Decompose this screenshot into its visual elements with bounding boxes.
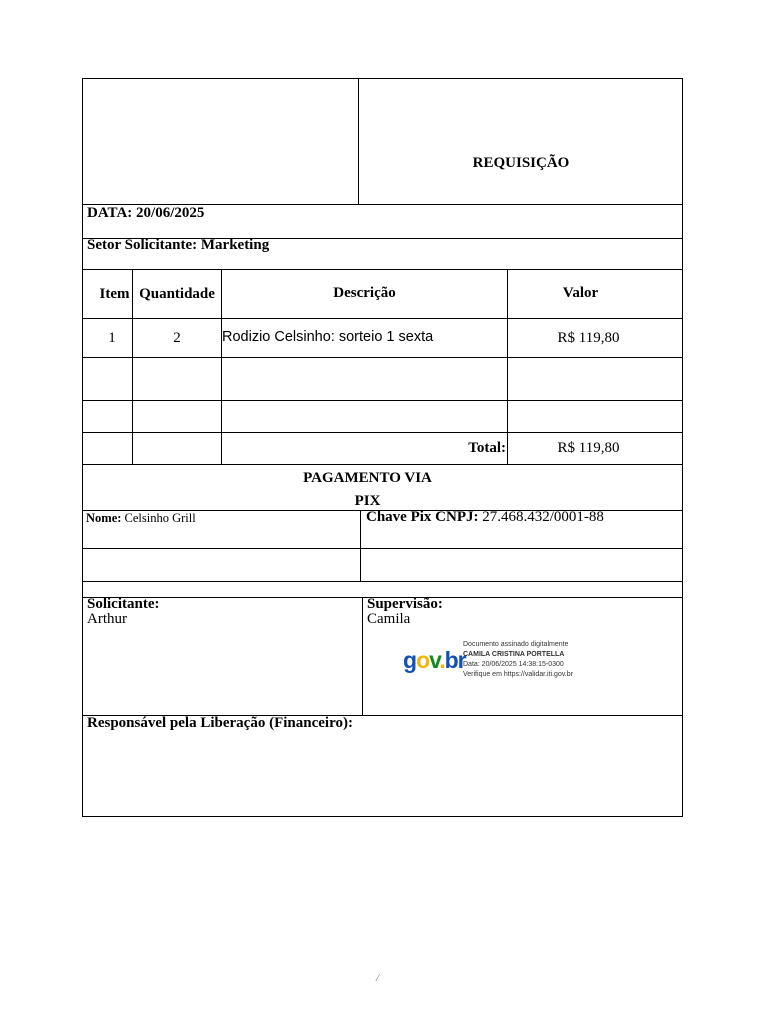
divider — [82, 432, 683, 433]
signature-line: Documento assinado digitalmente — [463, 641, 569, 648]
pix-name-label: Nome: — [86, 511, 122, 525]
divider — [360, 510, 361, 581]
digital-signature-stamp — [403, 638, 603, 686]
table-cell-quantidade: 2 — [173, 330, 181, 346]
divider — [82, 400, 683, 401]
date-label: DATA: — [87, 205, 133, 221]
total-label: Total: — [468, 440, 506, 456]
column-header-item: Item — [99, 286, 130, 302]
column-header-valor: Valor — [562, 285, 599, 301]
pix-key-value: 27.468.432/0001-88 — [482, 509, 604, 525]
signature-verify: Verifique em https://validar.iti.gov.br — [463, 671, 573, 678]
divider — [358, 78, 359, 204]
column-header-descricao: Descrição — [333, 285, 396, 301]
divider — [82, 318, 683, 319]
divider — [82, 548, 683, 549]
sector-line — [87, 237, 269, 254]
release-label: Responsável pela Liberação (Financeiro): — [87, 715, 353, 731]
sector-value: Marketing — [200, 237, 270, 253]
supervisor-name: Camila — [367, 611, 411, 627]
divider — [82, 464, 683, 465]
signature-text — [463, 640, 573, 680]
pix-name-value: Celsinho Grill — [124, 511, 196, 525]
payment-title-line2: PIX — [354, 493, 381, 509]
table-cell-item: 1 — [108, 330, 116, 346]
govbr-logo: gov.br — [403, 647, 466, 673]
date-value: 20/06/2025 — [136, 205, 205, 221]
divider — [362, 597, 363, 715]
pix-key-line — [366, 509, 604, 526]
pix-key-label: Chave Pix CNPJ: — [366, 509, 479, 525]
signature-signer: CAMILA CRISTINA PORTELLA — [463, 651, 565, 658]
divider — [82, 269, 683, 270]
supervisor-label: Supervisão: — [367, 596, 443, 612]
pix-name-line — [86, 511, 196, 526]
column-header-quantidade: Quantidade — [139, 286, 215, 302]
table-cell-descricao: Rodizio Celsinho: sorteio 1 sexta — [222, 329, 434, 345]
payment-title-line1: PAGAMENTO VIA — [303, 470, 432, 486]
page-mark: / — [376, 972, 380, 984]
total-value: R$ 119,80 — [557, 440, 620, 456]
page-title: REQUISIÇÃO — [472, 155, 570, 171]
divider — [82, 357, 683, 358]
requester-name: Arthur — [87, 611, 127, 627]
sector-label: Setor Solicitante: — [87, 237, 198, 253]
date-line — [87, 205, 204, 222]
requester-label: Solicitante: — [87, 596, 160, 612]
divider — [82, 581, 683, 582]
signature-date: Data: 20/06/2025 14:38:15-0300 — [463, 661, 564, 668]
table-cell-valor: R$ 119,80 — [557, 330, 620, 346]
